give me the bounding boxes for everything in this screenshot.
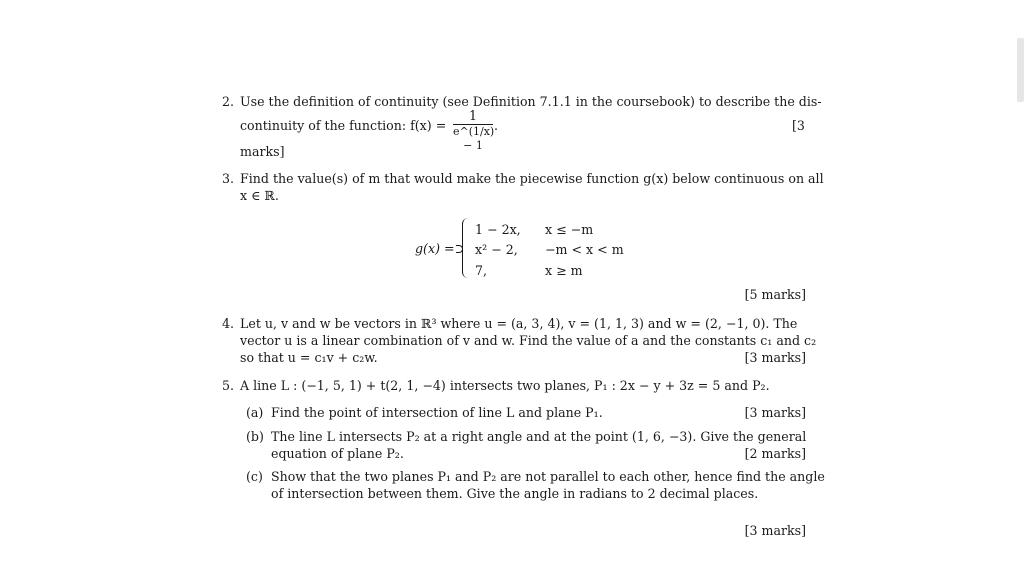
part-text-line: Show that the two planes P₁ and P₂ are not parallel to each other, hence find the angle xyxy=(271,469,825,484)
part-text-line: Find the point of intersection of line L and plane P₁. xyxy=(271,405,603,420)
question-number: 4. xyxy=(222,316,235,331)
question-text-line: x ∈ ℝ. xyxy=(240,188,279,203)
question-text-line: Let u, v and w be vectors in ℝ³ where u = (a, 3, 4), v = (1, 1, 3) and w = (2, −1, 0). The xyxy=(240,316,798,331)
question-text-line: Find the value(s) of m that would make the piecewise function g(x) below continuous on all xyxy=(240,171,824,186)
function-lhs: g(x) = xyxy=(415,241,455,256)
part-text-line: of intersection between them. Give the angle in radians to 2 decimal places. xyxy=(271,486,759,501)
part-text-line: The line L intersects P₂ at a right angle and at the point (1, 6, −3). Give the general xyxy=(271,429,807,444)
marks-label: [3 xyxy=(792,118,805,133)
fraction-denominator: e^(1/x) − 1 xyxy=(453,125,495,152)
marks-label: [3 marks] xyxy=(744,350,806,365)
question-text-line: Use the definition of continuity (see Definition 7.1.1 in the coursebook) to describe the dis- xyxy=(240,94,822,109)
case-expression: 1 − 2x, xyxy=(475,222,521,237)
fraction xyxy=(453,109,493,153)
case-condition: x ≤ −m xyxy=(545,222,594,237)
marks-label: [2 marks] xyxy=(744,446,806,461)
question-text-line: A line L : (−1, 5, 1) + t(2, 1, −4) intersects two planes, P₁ : 2x − y + 3z = 5 and P₂. xyxy=(240,378,770,393)
piecewise-brace xyxy=(462,218,469,278)
case-condition: x ≥ m xyxy=(545,263,583,278)
marks-label: [5 marks] xyxy=(744,287,806,302)
scrollbar[interactable] xyxy=(1017,38,1024,102)
question-text-line: vector u is a linear combination of v and w. Find the value of a and the constants c₁ and c₂ xyxy=(240,333,817,348)
fraction-numerator: 1 xyxy=(453,109,493,125)
question-number: 3. xyxy=(222,171,235,186)
part-label: (b) xyxy=(246,429,264,444)
case-expression: x² − 2, xyxy=(475,242,518,257)
part-text-line: equation of plane P₂. xyxy=(271,446,404,461)
case-condition: −m < x < m xyxy=(545,242,624,257)
question-text-line: continuity of the function: f(x) = xyxy=(240,118,447,133)
marks-label: [3 marks] xyxy=(744,523,806,538)
marks-label: [3 marks] xyxy=(744,405,806,420)
part-label: (c) xyxy=(246,469,263,484)
question-text-line: so that u = c₁v + c₂w. xyxy=(240,350,378,365)
question-number: 2. xyxy=(222,94,235,109)
case-expression: 7, xyxy=(475,263,488,278)
punctuation: . xyxy=(494,118,499,133)
part-label: (a) xyxy=(246,405,264,420)
marks-label: marks] xyxy=(240,144,285,159)
question-number: 5. xyxy=(222,378,235,393)
